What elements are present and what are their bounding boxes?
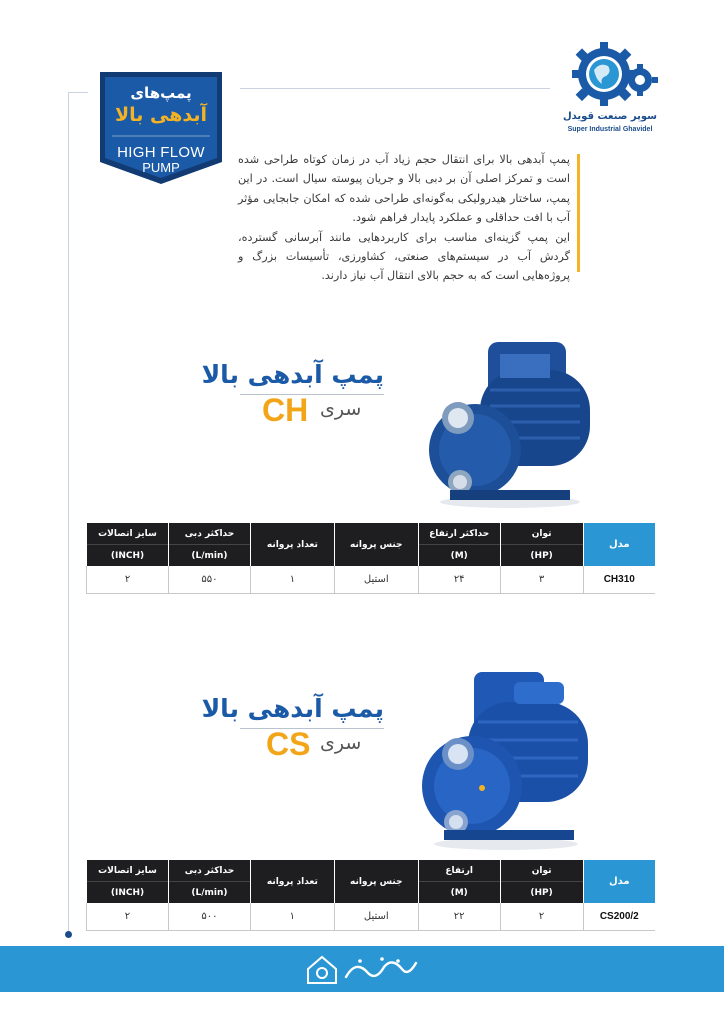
header-flow-unit: (L/min) [169,545,251,567]
cell-power: ۳ [500,566,583,594]
page-frame-line [68,92,69,934]
header-connection-unit: (INCH) [87,882,169,904]
header-height: حداکثر ارتفاع [418,523,500,545]
cell-power: ۲ [500,903,583,931]
category-banner [98,72,224,184]
table-row [87,903,656,931]
header-power: توان [500,523,583,545]
intro-paragraph-2: این پمپ گزینه‌ای مناسب برای کاربردهایی مانند آبرسانی گسترده، گردش آب در سیستم‌های صنعتی، کشاورزی، تأسیسات بزرگ و پروژه‌هایی است که به حجم بالای انتقال آب نیاز دارند. [238,230,570,283]
header-power-unit: (HP) [500,882,583,904]
header-height: ارتفاع [418,860,500,882]
header-connection-unit: (INCH) [87,545,169,567]
header-impeller-material: جنس پروانه [334,860,418,903]
cell-connection: ۲ [87,566,169,594]
product-1-spec-table [86,523,655,594]
intro-text [238,150,570,286]
product-2-title: پمپ آبدهی بالا [201,694,384,723]
page-frame-line-header [240,88,550,89]
product-2-series-code: CS [266,726,311,762]
gear-globe-icon [560,40,660,112]
banner-line-2: آبدهی بالا [114,104,208,126]
cell-model: CS200/2 [583,903,655,931]
product-1-series-label: سری [320,398,362,420]
product-1-series-code: CH [262,392,309,428]
table-row [87,566,656,594]
cell-impeller-material: استیل [334,903,418,931]
intro-accent-bar [577,154,580,272]
banner-line-3: HIGH FLOW [117,144,205,161]
company-name-fa: سوپر صنعت قویدل [562,111,658,122]
header-impeller-material: جنس پروانه [334,523,418,566]
footer-bar [0,946,724,992]
intro-paragraph-1: پمپ آبدهی بالا برای انتقال حجم زیاد آب در زمان کوتاه طراحی شده است و تمرکز اصلی آن بر دبی بالا و جریان پیوسته سیال است. در این پمپ، ساختار هیدرولیکی به‌گونه‌ای طراحی شده که امکان جابجایی مؤثر آب با افت حداقلی و عملکرد پایدار فراهم شود. [238,153,570,225]
header-model: مدل [583,860,655,903]
header-impeller-count: تعداد پروانه [250,523,334,566]
header-power: توان [500,860,583,882]
header-flow: حداکثر دبی [168,860,250,882]
banner-line-4: PUMP [142,160,180,175]
page-frame-dot [65,931,72,938]
cell-model: CH310 [583,566,655,594]
product-2-spec-table [86,860,655,931]
pump-ch-image [420,330,590,510]
cell-impeller-count: ۱ [250,566,334,594]
header-height-unit: (M) [418,882,500,904]
header-flow: حداکثر دبی [169,523,251,545]
product-2-title-divider [240,728,384,729]
product-1-title: پمپ آبدهی بالا [201,360,384,389]
cell-connection: ۲ [87,903,169,931]
company-name-en: Super Industrial Ghavidel [567,126,653,133]
company-logo [560,40,660,140]
brand-logo-mark [302,949,422,989]
cell-flow: ۵۰۰ [168,903,250,931]
cell-impeller-count: ۱ [250,903,334,931]
pump-cs-image [414,662,594,852]
header-power-unit: (HP) [500,545,583,567]
page-frame-line-top [68,92,88,93]
cell-height: ۲۴ [418,566,500,594]
header-model: مدل [583,523,655,566]
header-height-unit: (M) [418,545,500,567]
header-impeller-count: تعداد پروانه [250,860,334,903]
header-connection: سایز اتصالات [87,523,169,545]
header-connection: سایز اتصالات [87,860,169,882]
cell-flow: ۵۵۰ [169,566,251,594]
banner-line-1: پمپ‌های [130,84,192,102]
cell-impeller-material: استیل [334,566,418,594]
header-flow-unit: (L/min) [168,882,250,904]
cell-height: ۲۲ [418,903,500,931]
product-2-series-label: سری [320,732,362,754]
